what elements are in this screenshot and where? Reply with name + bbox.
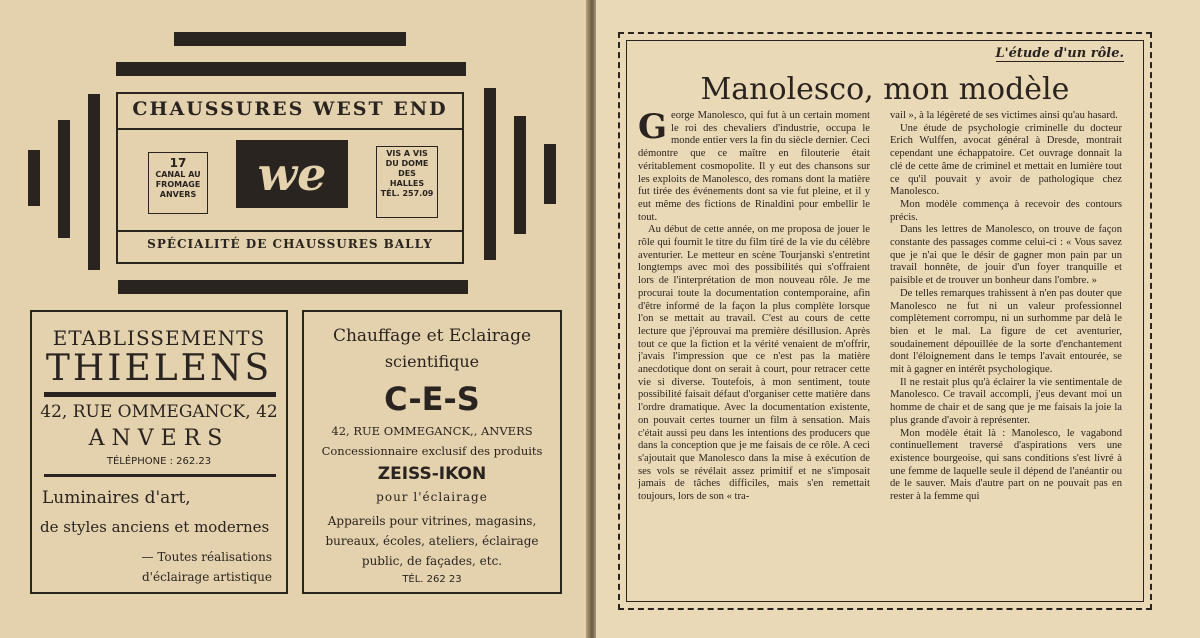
ces-scientific: scientifique [384, 352, 480, 371]
thielens-slogan-1: Luminaires d'art, [42, 488, 191, 508]
westend-number: 17 [169, 156, 187, 170]
left-page [0, 0, 588, 638]
decorative-bar-right-2 [514, 116, 526, 234]
ces-concessionnaire: Concessionnaire exclusif des produits [321, 444, 543, 458]
westend-ad [116, 92, 464, 264]
westend-location-line-1: VIS A VIS [386, 149, 428, 158]
article-paragraph: Dans les lettres de Manolesco, on trouve de façon constante des passages comme celui-ci : « Vous savez que je n'ai que le désir de gagner mon pain par un travail honnête, de jouir d'un foyer tranquille et paisible et de trouver un bonheur dans l'ombre. » [890, 224, 1122, 287]
section-title: L'étude d'un rôle. [995, 46, 1124, 61]
thielens-phone: TÉLÉPHONE : 262.23 [106, 456, 212, 467]
article-paragraph: De telles remarques trahissent à n'en pas douter que Manolesco ne fut ni un valeur professionnel complètement corrompu, ni un surhomme par delà le bien et le mal. La figure de cet aventurier, soudainement dépouillée de la sorte d'enchantement dont l'éloignement dans le temps l'avait entourée, se mit à gagner en intérêt psychologique. [890, 287, 1122, 376]
article-paragraph: Une étude de psychologie criminelle du docteur Erich Wulffen, avocat général à Dresde, montrait cependant une échappatoire. Cet ouvrage donnait la clé de cette âme de criminel et mettait en lumière tout ce qu'il pouvait y avoir de pathologique chez Manolesco. [890, 122, 1122, 198]
westend-location-line-2: DU DOME [385, 159, 429, 168]
article-paragraph: Mon modèle était là : Manolesco, le vagabond continuellement traversé d'aspirations vers une existence bourgeoise, qui sans conditions s'est livré à une femme de laquelle seule il dépend de l'anéantir ou de le sauver. Mais d'autre part on ne pouvait pas en rester à la femme qui [890, 427, 1122, 503]
decorative-bar-left-3 [88, 94, 100, 270]
westend-rule-bottom [118, 230, 462, 232]
westend-title: CHAUSSURES WEST END [132, 98, 448, 120]
westend-address-line-1: CANAL AU [155, 170, 201, 179]
article-headline: Manolesco, mon modèle [700, 72, 1070, 107]
thielens-city: ANVERS [88, 426, 230, 451]
thielens-name: THIELENS [45, 348, 273, 389]
decorative-bar-upper [116, 62, 466, 76]
westend-address-box [148, 152, 208, 214]
thielens-ad [30, 310, 288, 594]
westend-address-line-3: ANVERS [159, 190, 197, 199]
drop-cap: G [638, 110, 668, 147]
article-paragraph: Au début de cette année, on me proposa de jouer le rôle qui fournit le titre du film tiré de la vie du célèbre aventurier. Le metteur en scène Tourjanski s'entretint longtemps avec moi des possibilités qui s'offraient lors de l'interprétation de mon nouveau rôle. Je me procurai toute la documentation contemporaine, afin d'être informé de la façon la plus complète lorsque l'on se mettait au travail. C'est au cours de cette lecture que j'éprouvai ma première désillusion. Après tout ce que la fiction et la vérité venaient de m'offrir, j'avais l'impression que ce n'est pas la matière anecdotique dont on serait à court, pour retracer cette vie si diverse. Toutefois, à mon sentiment, toute possibilité faisait défaut d'organiser cette matière dans l'ordre dramatique. Avec la documentation existente, on pouvait certes tourner un film à sensation. Mais c'était aussi peu dans les intentions des producers que dans la conception que je me faisais de ce rôle. A ceci s'ajoutait que Manolesco dans la mise à exécution de ses vols se révélait assez primitif et ne s'imposait jamais de tâches difficiles, mais s'en remettait toujours, lors de son « tra- [638, 224, 870, 503]
ces-brand: C-E-S [384, 380, 480, 418]
article-paragraph-text: eorge Manolesco, qui fut à un certain moment le roi des chevaliers d'industrie, occupa le monde entier vers la fin du siècle dernier. Ceci démontre que ce maître en filouterie était véritablement cosmopolite. Il y eut des chansons sur les exploits de Manolesco, des romans dont la matière fut tirée des événements dont sa vie fut pleine, et il y eut même des fictions de Rinaldini pour embellir le tout. [638, 110, 870, 223]
decorative-bar-right-3 [544, 144, 556, 204]
ces-product: ZEISS-IKON [377, 464, 487, 484]
thielens-rule-2 [44, 474, 276, 477]
ces-description-1: Appareils pour vitrines, magasins, [327, 514, 537, 528]
westend-logo: we [236, 140, 348, 208]
thielens-note-2: d'éclairage artistique [141, 570, 272, 584]
ces-ad [302, 310, 562, 594]
westend-rule-top [118, 128, 462, 130]
ces-lighting: pour l'éclairage [376, 490, 488, 504]
article-column-1 [638, 110, 870, 600]
decorative-bar-left-1 [28, 150, 40, 206]
decorative-bar-left-2 [58, 120, 70, 238]
ces-address: 42, RUE OMMEGANCK,, ANVERS [331, 424, 533, 438]
thielens-note-1: — Toutes réalisations [141, 550, 272, 564]
westend-location-box [376, 146, 438, 218]
westend-address-line-2: FROMAGE [155, 180, 201, 189]
thielens-address: 42, RUE OMMEGANCK, 42 [40, 402, 278, 422]
westend-footer: SPÉCIALITÉ DE CHAUSSURES BALLY [147, 237, 433, 251]
ces-description-2: bureaux, écoles, ateliers, éclairage [325, 534, 539, 548]
thielens-rule [44, 392, 276, 397]
westend-phone: TÉL. 257.09 [380, 189, 434, 198]
westend-location-line-4: HALLES [389, 179, 425, 188]
ces-phone: TÉL. 262 23 [402, 574, 462, 585]
ces-heating-lighting: Chauffage et Eclairage [332, 326, 532, 346]
article-paragraph: Mon modèle commença à recevoir des contours précis. [890, 198, 1122, 223]
thielens-establishments: ETABLISSEMENTS [52, 326, 266, 350]
article-paragraph: vail », à la légèreté de ses victimes ainsi qu'au hasard. [890, 110, 1118, 121]
thielens-slogan-2: de styles anciens et modernes [40, 518, 270, 536]
article-paragraph [638, 110, 870, 224]
article-column-2 [890, 110, 1122, 600]
ces-description-3: public, de façades, etc. [361, 554, 503, 568]
article-paragraph: Il ne restait plus qu'à éclairer la vie sentimentale de Manolesco. Ce travail accompli, j'eus devant moi un homme de chair et de sang que je me faisais la joie la plus grande d'avoir à représenter. [890, 376, 1122, 426]
decorative-bar-right-1 [484, 88, 496, 260]
decorative-bar-top [174, 32, 406, 46]
westend-location-line-3: DES [398, 169, 416, 178]
decorative-bar-lower [118, 280, 468, 294]
